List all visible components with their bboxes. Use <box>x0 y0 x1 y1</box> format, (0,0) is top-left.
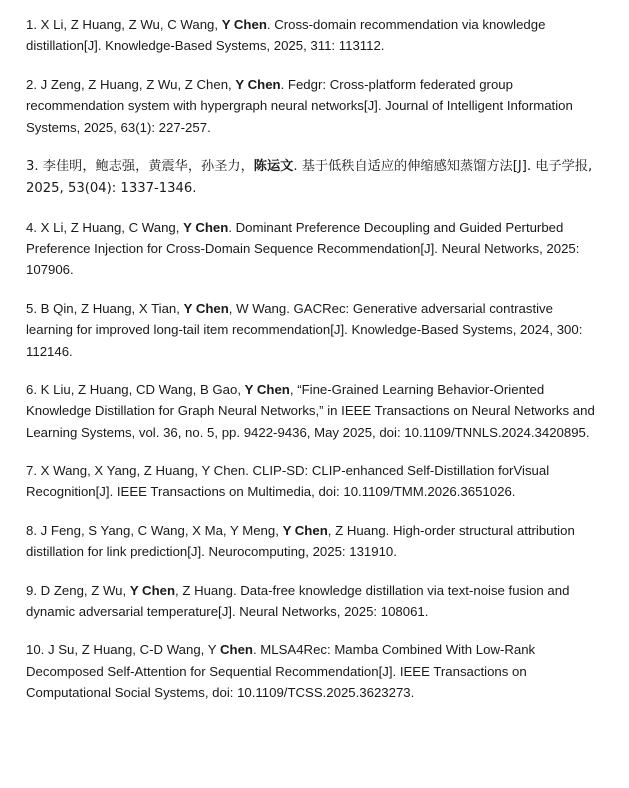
reference-text: 2. J Zeng, Z Huang, Z Wu, Z Chen, <box>26 76 236 92</box>
reference-item <box>26 14 603 57</box>
reference-item <box>26 580 603 623</box>
reference-text: , “Fine-Grained Learning Behavior-Oriented Knowledge Distillation for Graph Neural Networks,” in IEEE Transactions on Neural Networks and Learning Systems, vol. 36, no. 5, pp. 9422-9436, May 2025, doi: 10.1109/TNNLS.2024.3420895. <box>26 381 595 440</box>
reference-text: , Z Huang. Data-free knowledge distillation via text-noise fusion and dynamic adversarial temperature[J]. Neural Networks, 2025: 108061. <box>26 582 570 619</box>
reference-item <box>26 155 603 200</box>
author-highlight: Y Chen <box>235 76 281 92</box>
reference-text: . MLSA4Rec: Mamba Combined With Low-Rank Decomposed Self-Attention for Sequential Recommendation[J]. IEEE Transactions on Computational Social Systems, doi: 10.1109/TCSS.2025.3623273. <box>26 642 536 700</box>
author-highlight: Y Chen <box>282 522 328 538</box>
reference-item <box>26 460 603 503</box>
reference-text: . Fedgr: Cross-platform federated group recommendation system with hypergraph neural networks[J]. Journal of Intelligent Information Systems, 2025, 63(1): 227-257. <box>26 76 573 135</box>
reference-text: , W Wang. GACRec: Generative adversarial contrastive learning for improved long-tail item recommendation[J]. Knowledge-Based Systems, 2024, 300: 112146. <box>26 300 583 359</box>
reference-text: 6. K Liu, Z Huang, CD Wang, B Gao, <box>26 381 245 397</box>
reference-item <box>26 520 603 563</box>
reference-text: . Dominant Preference Decoupling and Guided Perturbed Preference Injection for Cross-Domain Sequence Recommendation[J]. Neural Networks, 2025: 107906. <box>26 219 580 278</box>
reference-text: 4. X Li, Z Huang, C Wang, <box>26 219 184 235</box>
author-highlight: Chen <box>220 642 253 658</box>
reference-text: . 基于低秩自适应的伸缩感知蒸馏方法[J]. 电子学报, 2025, 53(04): 1337-1346. <box>26 158 593 197</box>
reference-text: , Z Huang. High-order structural attribution distillation for link prediction[J]. Neurocomputing, 2025: 131910. <box>26 522 575 560</box>
reference-text: . Cross-domain recommendation via knowledge distillation[J]. Knowledge-Based Systems, 2025, 311: 113112. <box>26 17 546 54</box>
author-highlight: 陈运文 <box>253 158 294 174</box>
author-highlight: Y Chen <box>183 219 229 235</box>
reference-item <box>26 379 603 443</box>
author-highlight: Y Chen <box>183 300 229 316</box>
reference-item <box>26 217 603 281</box>
author-highlight: Y Chen <box>221 17 267 32</box>
reference-text: 8. J Feng, S Yang, C Wang, X Ma, Y Meng, <box>26 522 283 538</box>
reference-item <box>26 74 603 138</box>
reference-text: 7. X Wang, X Yang, Z Huang, Y Chen. CLIP-SD: CLIP-enhanced Self-Distillation forVisual Recognition[J]. IEEE Transactions on Multimedia, doi: 10.1109/TMM.2026.3651026. <box>26 463 550 500</box>
author-highlight: Y Chen <box>244 381 290 397</box>
reference-text: 10. J Su, Z Huang, C-D Wang, Y <box>26 642 220 658</box>
reference-text: 3. 李佳明，鲍志强，黄震华，孙圣力， <box>26 158 254 174</box>
reference-text: 5. B Qin, Z Huang, X Tian, <box>26 300 184 316</box>
reference-item <box>26 639 603 703</box>
reference-text: 1. X Li, Z Huang, Z Wu, C Wang, <box>26 17 222 32</box>
reference-text: 9. D Zeng, Z Wu, <box>26 582 130 598</box>
author-highlight: Y Chen <box>129 582 176 598</box>
reference-item <box>26 298 603 362</box>
